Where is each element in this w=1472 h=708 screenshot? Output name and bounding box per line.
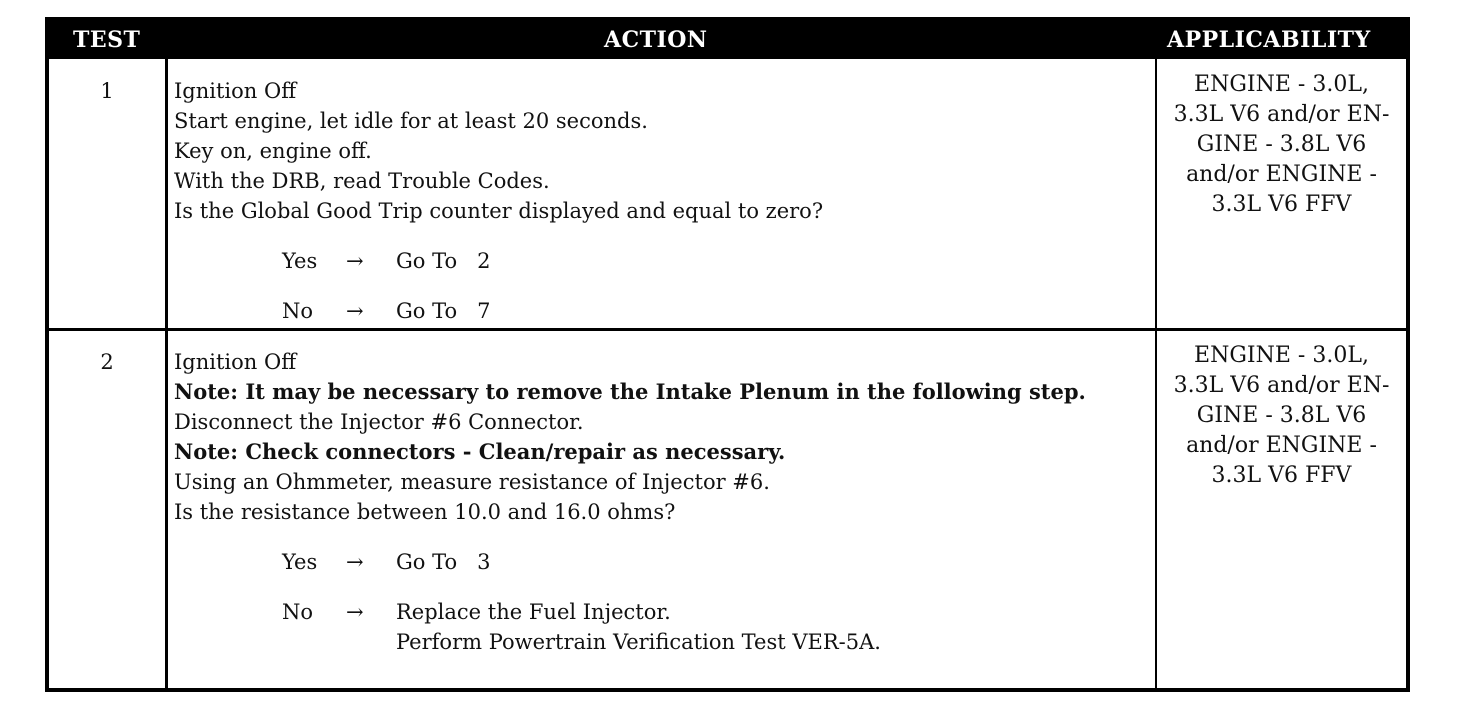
action-line: Start engine, let idle for at least 20 seconds.	[174, 109, 648, 133]
yes-branch	[174, 547, 1154, 577]
no-branch	[174, 296, 1154, 326]
no-result-continuation: Perform Powertrain Verification Test VER-5A.	[396, 630, 881, 654]
test-number-2: 2	[100, 350, 114, 374]
yes-result: Go To 2	[396, 249, 491, 273]
applicability-line: 3.3L V6 and/or EN-	[1173, 373, 1390, 398]
right-arrow-icon: →	[346, 600, 364, 624]
divider-action-applicability	[1155, 21, 1157, 688]
action-line: Is the Global Good Trip counter displayed and equal to zero?	[174, 199, 824, 223]
action-line: With the DRB, read Trouble Codes.	[174, 169, 550, 193]
applicability-line: and/or ENGINE -	[1186, 433, 1377, 458]
applicability-line: 3.3L V6 FFV	[1211, 192, 1352, 217]
action-cell-2	[174, 347, 1154, 657]
header-applicability: APPLICABILITY	[1167, 27, 1371, 53]
no-result: Replace the Fuel Injector.	[396, 600, 671, 624]
applicability-line: GINE - 3.8L V6	[1196, 403, 1367, 428]
yes-result: Go To 3	[396, 550, 491, 574]
no-branch-continuation	[174, 627, 1154, 657]
table-header	[49, 21, 1406, 59]
header-test: TEST	[73, 27, 141, 53]
yes-branch	[174, 246, 1154, 276]
note-check-connectors: Note: Check connectors - Clean/repair as necessary.	[174, 439, 786, 464]
action-line: Ignition Off	[174, 79, 297, 103]
no-label: No	[282, 600, 314, 624]
note-remove-plenum: Note: It may be necessary to remove the Intake Plenum in the following step.	[174, 379, 1086, 404]
yes-label: Yes	[282, 249, 318, 273]
applicability-line: 3.3L V6 and/or EN-	[1173, 102, 1390, 127]
diagnostic-table	[45, 17, 1410, 692]
action-line: Ignition Off	[174, 350, 297, 374]
right-arrow-icon: →	[346, 299, 364, 323]
action-cell-1	[174, 76, 1154, 326]
action-line: Disconnect the Injector #6 Connector.	[174, 410, 584, 434]
action-line: Using an Ohmmeter, measure resistance of Injector #6.	[174, 470, 770, 494]
no-result: Go To 7	[396, 299, 491, 323]
action-line: Is the resistance between 10.0 and 16.0 ohms?	[174, 500, 676, 524]
header-action: ACTION	[604, 27, 708, 53]
applicability-line: 3.3L V6 FFV	[1211, 463, 1352, 488]
test-number-1: 1	[100, 79, 114, 103]
no-branch	[174, 597, 1154, 627]
action-line: Key on, engine off.	[174, 139, 372, 163]
applicability-line: and/or ENGINE -	[1186, 162, 1377, 187]
applicability-line: ENGINE - 3.0L,	[1194, 72, 1369, 97]
applicability-cell-2	[1159, 341, 1404, 491]
applicability-line: ENGINE - 3.0L,	[1194, 343, 1369, 368]
divider-test-action	[165, 21, 168, 688]
right-arrow-icon: →	[346, 249, 364, 273]
yes-label: Yes	[282, 550, 318, 574]
applicability-cell-1	[1159, 70, 1404, 220]
applicability-line: GINE - 3.8L V6	[1196, 132, 1367, 157]
row-divider	[49, 328, 1406, 331]
right-arrow-icon: →	[346, 550, 364, 574]
no-label: No	[282, 299, 314, 323]
